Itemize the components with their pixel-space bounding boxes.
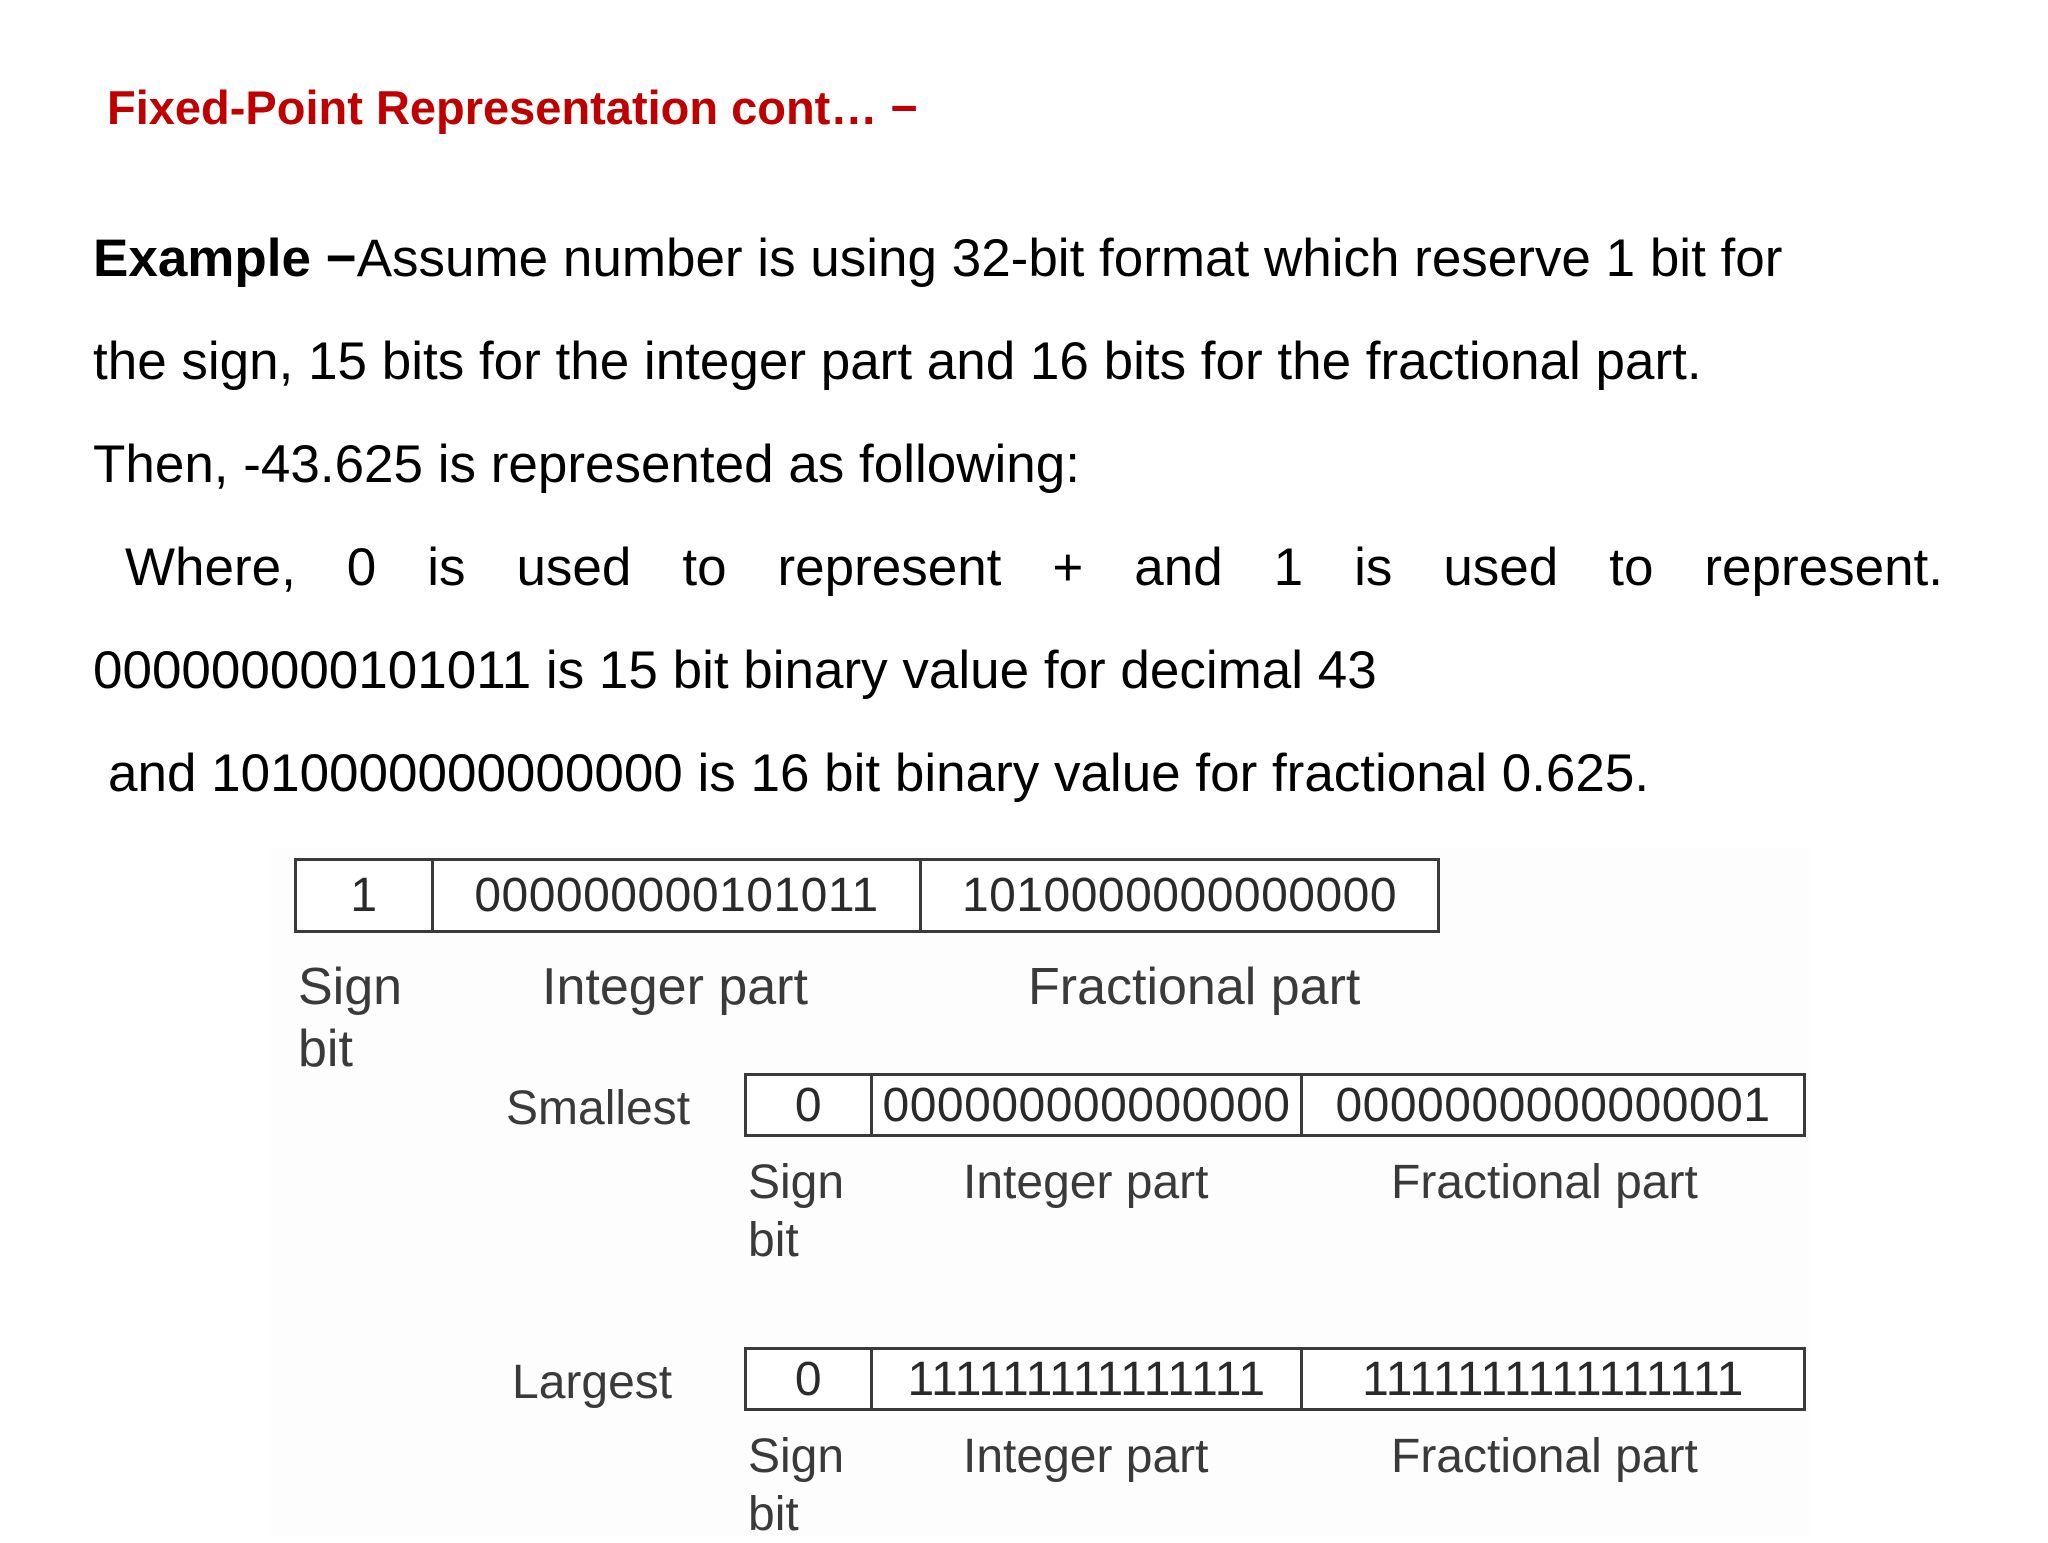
smallest-fractional-label: Fractional part — [1391, 1156, 1698, 1209]
largest-sign-label: Sign bit — [748, 1430, 845, 1541]
paragraph-line-5: 000000000101011 is 15 bit binary value for decimal 43 — [93, 641, 1377, 700]
line4-word: + — [1052, 538, 1084, 597]
largest-integer-cell: 111111111111111 — [870, 1350, 1300, 1408]
paragraph-line-6: and 1010000000000000 is 16 bit binary value for fractional 0.625. — [108, 744, 1650, 803]
line4-word: 1 — [1273, 538, 1304, 597]
smallest-row-label: Smallest — [506, 1082, 691, 1135]
line4-word: represent — [777, 538, 1002, 597]
paragraph-line-1 — [93, 229, 1783, 288]
largest-fractional-cell: 1111111111111111 — [1300, 1350, 1803, 1408]
example-fractional-label: Fractional part — [1028, 958, 1361, 1016]
largest-fractional-label: Fractional part — [1391, 1430, 1698, 1483]
smallest-bit-box — [744, 1073, 1806, 1137]
largest-sign-cell: 0 — [794, 1352, 823, 1406]
example-integer-label: Integer part — [542, 958, 808, 1016]
smallest-integer-label: Integer part — [963, 1156, 1209, 1209]
smallest-fractional-cell: 0000000000000001 — [1300, 1076, 1803, 1134]
paragraph-line-3: Then, -43.625 is represented as following: — [93, 435, 1080, 494]
line4-word: to — [1609, 538, 1654, 597]
line4-word: and — [1134, 538, 1223, 597]
paragraph-line-2: the sign, 15 bits for the integer part and 16 bits for the fractional part. — [93, 332, 1702, 391]
example-fractional-cell: 1010000000000000 — [919, 861, 1437, 930]
example-integer-cell: 000000000101011 — [431, 861, 919, 930]
smallest-integer-cell: 000000000000000 — [870, 1076, 1300, 1134]
example-bit-box — [294, 858, 1440, 933]
smallest-sign-label: Sign bit — [748, 1156, 845, 1267]
smallest-sign-cell: 0 — [794, 1078, 823, 1132]
line4-word: represent. — [1704, 538, 1944, 597]
line4-word: Where, — [125, 538, 296, 597]
example-label: Example − — [93, 229, 357, 288]
line4-word: 0 — [346, 538, 377, 597]
largest-bit-box — [744, 1347, 1806, 1411]
paragraph-line-4 — [93, 538, 1944, 597]
largest-integer-label: Integer part — [963, 1430, 1209, 1483]
line4-word: to — [682, 538, 727, 597]
line4-word: is — [1354, 538, 1393, 597]
slide-heading: Fixed-Point Representation cont… − — [107, 81, 918, 134]
line4-word: used — [1443, 538, 1559, 597]
bit-layout-figure — [270, 848, 1810, 1541]
line4-word: is — [427, 538, 466, 597]
largest-row-label: Largest — [512, 1356, 673, 1409]
example-sign-label: Sign bit — [298, 958, 403, 1079]
line4-word: used — [516, 538, 632, 597]
example-sign-cell: 1 — [350, 869, 378, 922]
line1-text: Assume number is using 32-bit format which reserve 1 bit for — [356, 229, 1783, 288]
